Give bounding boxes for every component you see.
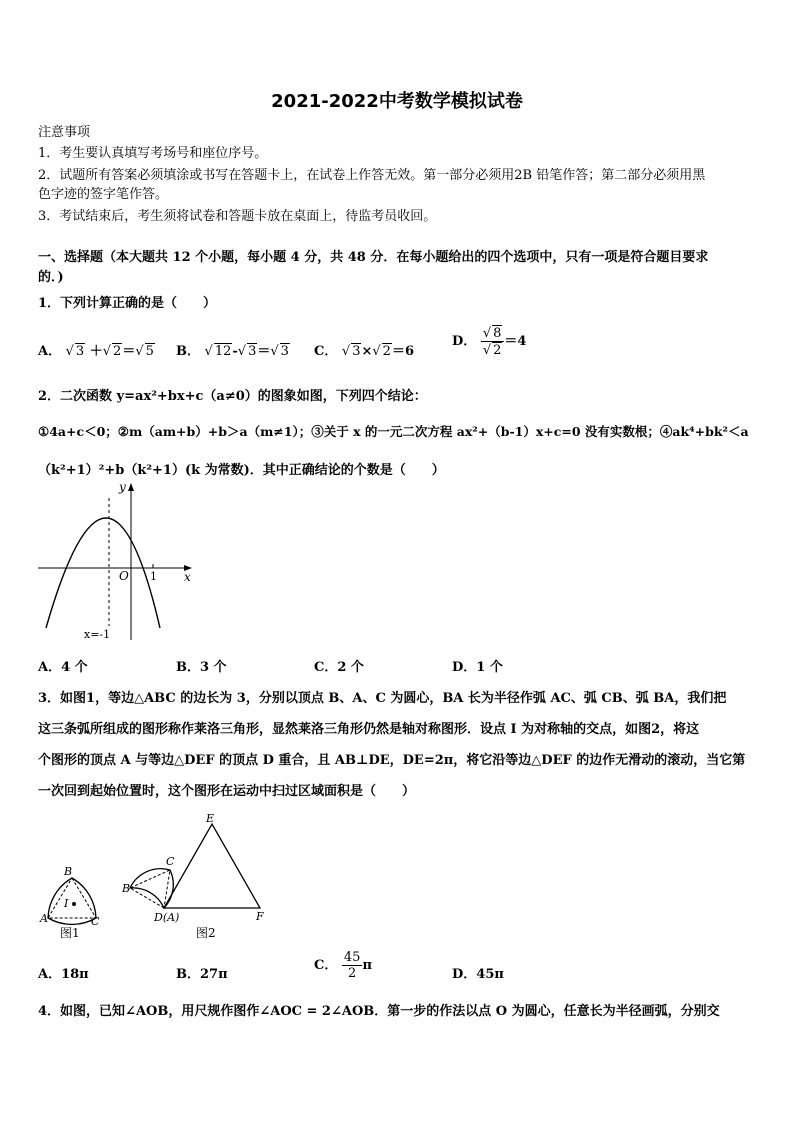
q1-option-a: A． √ 3 ＋√ 2＝√ 5	[38, 344, 154, 359]
q3-option-c	[314, 950, 372, 981]
question-2-conclusions: ①4a+c＜0；②m（am+b）+b＞a（m≠1）；③关于 x 的一元二次方程 ax²+（b-1）x+c=0 没有实数根；④ak⁴+bk²＜a	[38, 424, 749, 439]
q2-option-d: D．1 个	[452, 660, 503, 675]
notes-item: 3．考试结束后，考生须将试卷和答题卡放在桌面上，待监考员收回。	[38, 209, 437, 224]
rolling-figure-2	[118, 810, 278, 945]
vertex-label-b: B	[122, 882, 131, 895]
inner-triangle	[130, 870, 170, 908]
center-label-i: I	[64, 897, 69, 910]
radicand: 3	[248, 344, 257, 359]
parabola-curve	[46, 518, 160, 628]
tick-label-one: 1	[150, 570, 157, 583]
question-4-stem: 4．如图，已知∠AOB，用尺规作图作∠AOC = 2∠AOB．第一步的作法以点 O 为圆心，任意长为半径画弧，分别交	[38, 1004, 720, 1019]
q3-option-a: A．18π	[38, 967, 89, 982]
option-label: A．	[38, 344, 62, 359]
vertex-label-c: C	[91, 915, 100, 928]
option-label: C．	[314, 958, 338, 973]
radicand: 2	[113, 344, 122, 359]
figure-2-caption: 图2	[196, 926, 216, 940]
radicand: 2	[382, 344, 391, 359]
figure-1-caption: 图1	[60, 926, 80, 940]
denominator: 2	[348, 966, 357, 981]
radicand: 3	[280, 344, 289, 359]
notes-item: 2．试题所有答案必须填涂或书写在答题卡上，在试卷上作答无效。第一部分必须用2B 铅笔作答；第二部分必须用黑	[38, 168, 706, 183]
equals-value: ＝4	[504, 334, 527, 349]
question-3-line: 3．如图1，等边△ABC 的边长为 3，分别以顶点 B、A、C 为圆心，BA 长为半径作弧 AC、弧 CB、弧 BA，我们把	[38, 691, 727, 706]
triangle-def	[164, 824, 260, 908]
plus-sign: ＋	[89, 344, 103, 359]
q3-option-b: B．27π	[176, 967, 228, 982]
equals-sign: ＝	[122, 344, 136, 359]
pi-symbol: π	[362, 958, 372, 973]
radicand: 3	[352, 344, 361, 359]
option-label: D．	[452, 334, 477, 349]
option-label: B．	[176, 344, 200, 359]
radicand: 5	[145, 344, 154, 359]
inner-triangle	[48, 878, 96, 918]
question-1-stem: 1．下列计算正确的是（ ）	[38, 296, 217, 311]
parabola-graph	[36, 478, 196, 644]
x-axis-label: x	[184, 570, 191, 584]
minus-sign: -	[232, 344, 238, 359]
section-heading-cont: 的．)	[38, 270, 64, 285]
numerator: 8	[493, 326, 502, 341]
y-axis-label: y	[119, 480, 126, 494]
fraction: $\frac{√ 8}{√ 2}$	[481, 325, 505, 358]
page-title: 2021-2022中考数学模拟试卷	[271, 91, 523, 112]
fraction	[342, 950, 363, 981]
reuleaux-figure-1	[38, 862, 108, 942]
vertex-label-a: A	[40, 912, 48, 925]
reuleaux-outline	[48, 878, 96, 924]
q1-option-c: C． √ 3×√ 2＝6	[314, 344, 414, 359]
equals-value: ＝6	[391, 344, 414, 359]
vertex-label-f: F	[256, 910, 264, 923]
radicand: 3	[75, 344, 85, 359]
notes-item: 1．考生要认真填写考场号和座位序号。	[38, 146, 268, 161]
vertex-label-da: D(A)	[154, 911, 180, 924]
q2-option-c: C．2 个	[314, 660, 364, 675]
q1-option-d	[452, 325, 526, 358]
question-3-line: 个图形的顶点 A 与等边△DEF 的顶点 D 重合，且 AB⊥DE，DE=2π，将它沿等边△DEF 的边作无滑动的滚动，当它第	[38, 753, 746, 768]
notes-item: 色字迹的签字笔作答。	[38, 187, 169, 202]
radicand: 12	[214, 344, 232, 359]
question-2-stem: 2．二次函数 y=ax²+bx+c（a≠0）的图象如图，下列四个结论：	[38, 389, 427, 404]
q2-option-a: A．4 个	[38, 660, 88, 675]
origin-label: O	[119, 569, 129, 583]
question-3-line: 一次回到起始位置时，这个图形在运动中扫过区域面积是（ ）	[38, 784, 416, 799]
vertex-label-b: B	[64, 865, 73, 878]
q1-option-b: B． √ 12-√ 3＝√ 3	[176, 344, 289, 359]
numerator: 45	[343, 950, 361, 965]
q2-option-b: B．3 个	[176, 660, 227, 675]
center-point	[72, 902, 76, 906]
notes-heading: 注意事项	[38, 125, 91, 140]
option-label: C．	[314, 344, 338, 359]
vertex-label-c: C	[166, 855, 175, 868]
section-heading: 一、选择题（本大题共 12 个小题，每小题 4 分，共 48 分．在每小题给出的四个选项中，只有一项是符合题目要求	[38, 250, 709, 265]
equals-sign: ＝	[257, 344, 271, 359]
y-axis-arrow	[128, 483, 134, 491]
symmetry-label: x=-1	[84, 628, 111, 641]
q3-option-d: D．45π	[452, 967, 504, 982]
times-sign: ×	[361, 344, 373, 359]
question-2-conclusions-cont: （k²+1）²+b（k²+1）(k 为常数)．其中正确结论的个数是（ ）	[38, 463, 445, 478]
vertex-label-e: E	[206, 812, 215, 825]
question-3-line: 这三条弧所组成的图形称作莱洛三角形，显然莱洛三角形仍然是轴对称图形．设点 I 为对称轴的交点，如图2，将这	[38, 722, 700, 737]
denominator: 2	[493, 343, 502, 358]
